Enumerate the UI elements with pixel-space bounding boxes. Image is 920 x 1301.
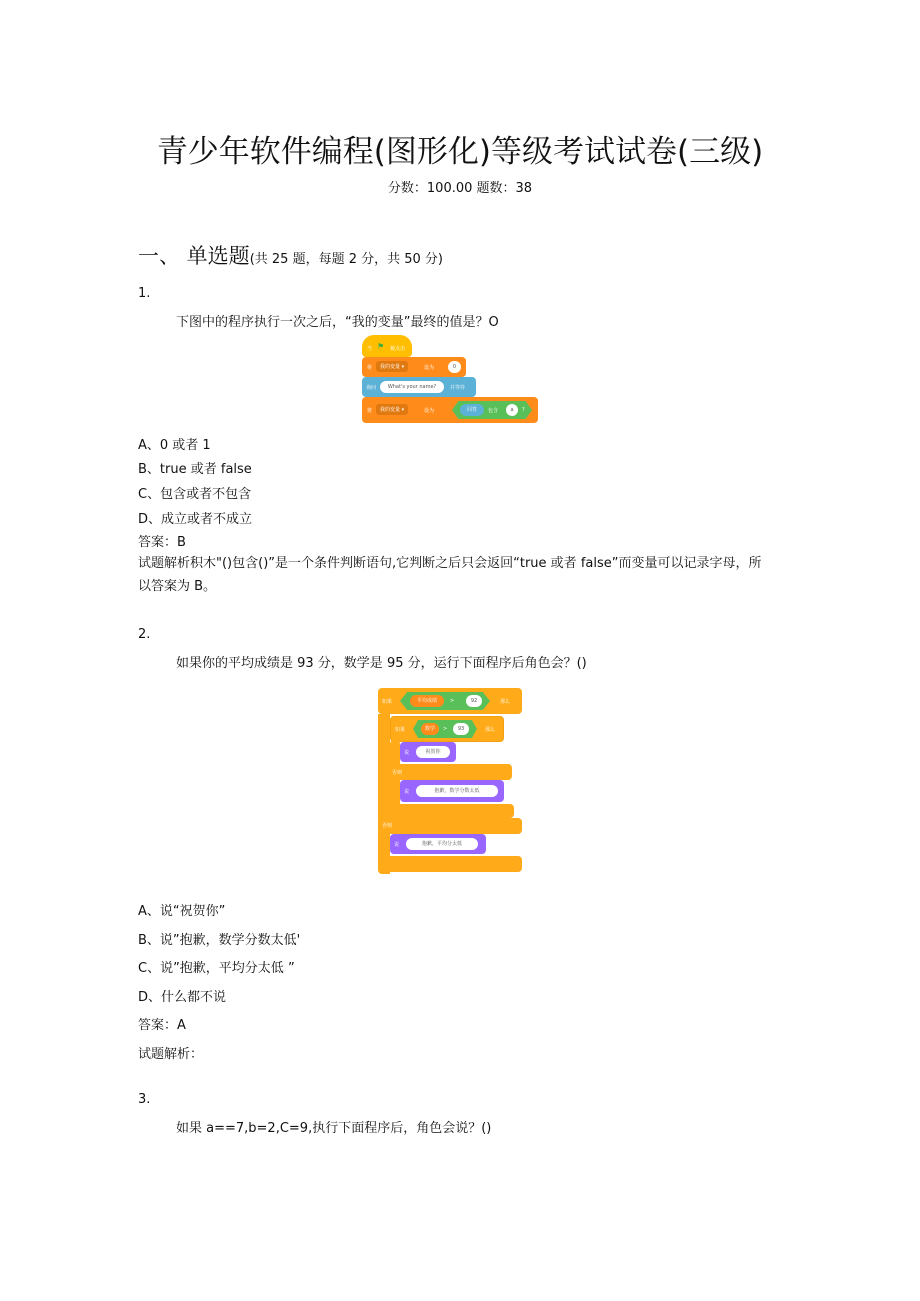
option-d: D、什么都不说 bbox=[138, 990, 227, 1005]
option-b: B、true 或者 false bbox=[138, 462, 252, 477]
say-block bbox=[390, 834, 486, 854]
answer: 答案：A bbox=[138, 1018, 186, 1033]
section-heading bbox=[138, 240, 443, 270]
block-label: 将 bbox=[367, 408, 373, 414]
block-label: 否则 bbox=[392, 770, 403, 776]
set-variable-block bbox=[362, 357, 466, 377]
inner-end-bar bbox=[390, 804, 514, 818]
block-label: 如果 bbox=[382, 699, 393, 705]
question-number: 3. bbox=[138, 1092, 151, 1107]
say-input: 抱歉，平均分太低 bbox=[406, 838, 478, 850]
block-label: 那么 bbox=[500, 699, 511, 705]
block-label: ? bbox=[522, 407, 525, 413]
block-label: 将 bbox=[367, 365, 373, 371]
question-number: 2. bbox=[138, 627, 151, 642]
block-label: > bbox=[443, 726, 448, 732]
variable-dropdown: 我的变量 ▾ bbox=[376, 361, 408, 372]
say-block bbox=[400, 742, 456, 762]
block-label: 说 bbox=[404, 789, 410, 795]
variable-reporter: 数学 bbox=[421, 723, 439, 735]
end-bar bbox=[378, 856, 522, 872]
inner-else-bar bbox=[390, 764, 512, 780]
question-text: 如果 a==7,b=2,C=9,执行下面程序后，角色会说？() bbox=[176, 1121, 492, 1136]
option-a: A、说“祝贺你” bbox=[138, 904, 226, 919]
block-label: 说 bbox=[404, 750, 410, 756]
section-title: 一、 单选题 bbox=[138, 244, 250, 268]
block-label: > bbox=[450, 698, 455, 704]
else-bar bbox=[378, 818, 522, 834]
block-label: 设为 bbox=[424, 408, 435, 414]
page-title: 青少年软件编程(图形化)等级考试试卷(三级) bbox=[156, 134, 764, 170]
option-a: A、0 或者 1 bbox=[138, 438, 211, 453]
set-variable-block-2 bbox=[362, 397, 538, 423]
ask-input: What's your name? bbox=[380, 381, 444, 393]
if-else-block bbox=[378, 688, 522, 714]
section-note: (共 25 题，每题 2 分，共 50 分) bbox=[249, 252, 443, 267]
value-input: a bbox=[506, 404, 518, 416]
block-label: 说 bbox=[394, 842, 400, 848]
block-label: 包含 bbox=[488, 408, 499, 414]
say-input: 抱歉，数学分数太低 bbox=[416, 785, 498, 797]
question-text: 下图中的程序执行一次之后，“我的变量”最终的值是？O bbox=[176, 315, 499, 330]
green-flag-icon: ⚑ bbox=[377, 342, 385, 351]
variable-reporter: 平均成绩 bbox=[410, 695, 444, 707]
analysis: 试题解析积木"()包含()”是一个条件判断语句,它判断之后只会返回“true 或者 false”而变量可以记录字母，所以答案为 B。 bbox=[138, 556, 762, 594]
block-label: 那么 bbox=[485, 727, 496, 733]
answer: 答案：B bbox=[138, 535, 186, 550]
option-d: D、成立或者不成立 bbox=[138, 512, 253, 527]
analysis: 试题解析： bbox=[138, 1047, 204, 1062]
option-c: C、说”抱歉，平均分太低 ” bbox=[138, 961, 295, 976]
question-text: 如果你的平均成绩是 93 分，数学是 95 分，运行下面程序后角色会？() bbox=[176, 656, 587, 671]
variable-dropdown: 我的变量 ▾ bbox=[376, 404, 408, 415]
block-label: 否则 bbox=[382, 823, 393, 829]
c-block-arm bbox=[378, 714, 393, 874]
option-b: B、说”抱歉，数学分数太低' bbox=[138, 933, 301, 948]
inner-if-else-block bbox=[390, 716, 504, 742]
block-label: 并等待 bbox=[450, 385, 466, 391]
ask-block bbox=[362, 377, 476, 397]
option-c: C、包含或者不包含 bbox=[138, 487, 252, 502]
scratch-code-image bbox=[378, 688, 522, 874]
when-flag-block bbox=[362, 335, 412, 357]
value-input: 0 bbox=[448, 361, 461, 373]
value-input: 93 bbox=[453, 723, 469, 735]
score-info: 分数：100.00 题数：38 bbox=[387, 181, 533, 196]
scratch-code-image bbox=[362, 333, 538, 425]
block-label: 如果 bbox=[395, 727, 406, 733]
question-number: 1. bbox=[138, 286, 151, 301]
block-label: 被点击 bbox=[390, 346, 406, 352]
value-input: 92 bbox=[466, 695, 482, 707]
say-input: 祝贺你 bbox=[416, 746, 450, 758]
answer-reporter: 回答 bbox=[460, 404, 484, 416]
say-block bbox=[400, 780, 504, 802]
block-label: 询问 bbox=[366, 385, 377, 391]
block-label: 设为 bbox=[424, 365, 435, 371]
block-label: 当 bbox=[367, 346, 373, 352]
